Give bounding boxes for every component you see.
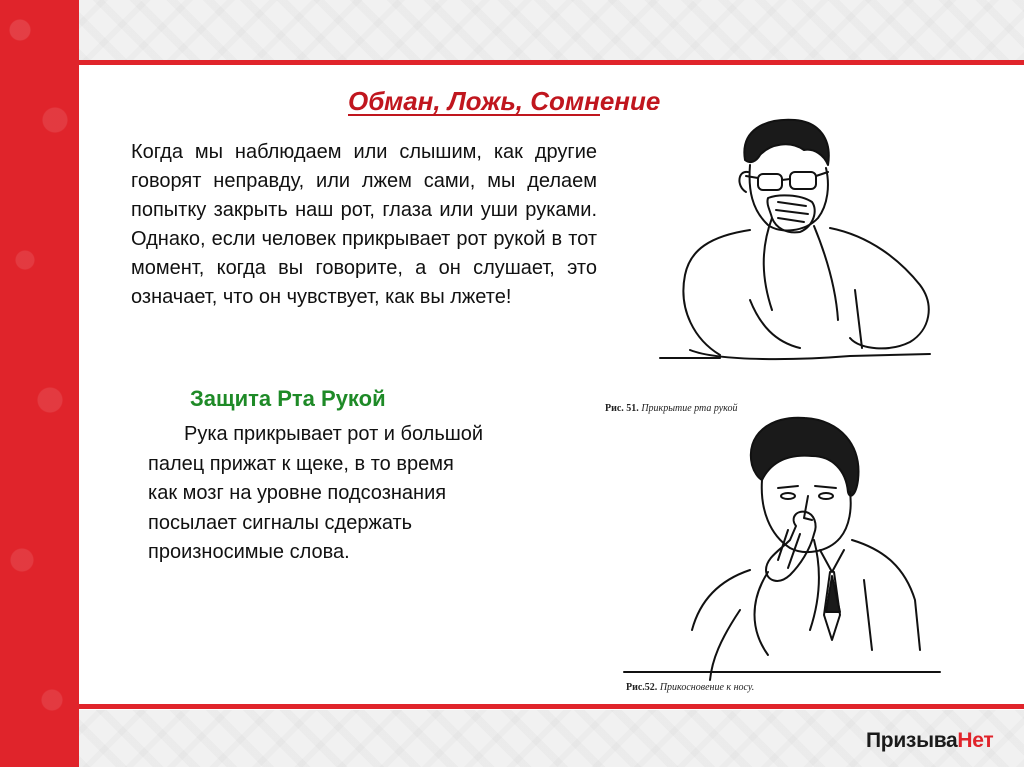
bottom-red-rule — [79, 704, 1024, 709]
illustration-man-covering-mouth — [600, 110, 945, 395]
top-pattern-strip — [79, 0, 1024, 60]
top-red-rule — [79, 60, 1024, 65]
brand-logo: ПризываНет — [866, 729, 994, 752]
figure-caption-51: Рис. 51. Прикрытие рта рукой — [605, 403, 738, 414]
figure-caption-52: Рис.52. Прикосновение к носу. — [626, 682, 755, 693]
body-paragraph: Когда мы наблюдаем или слышим, как другие говорят неправду, или лжем сами, мы делаем попытку закрыть наш рот, глаза или уши руками. Однако, если человек прикрывает рот рукой в тот момент, когда вы говорите, а он слушает, это означает, что он чувствует, как вы лжете! — [131, 141, 597, 308]
illustration-man-touching-nose — [600, 400, 945, 700]
section-subheading: Защита Рта Рукой — [190, 386, 386, 411]
section-paragraph: Рука прикрывает рот и большой палец прижат к щеке, в то время как мозг на уровне подсознания посылает сигналы сдержать произносимые слова. — [148, 423, 484, 563]
slide-title: Обман, Ложь, Сомнение — [348, 86, 661, 116]
left-decorative-band — [0, 0, 79, 767]
